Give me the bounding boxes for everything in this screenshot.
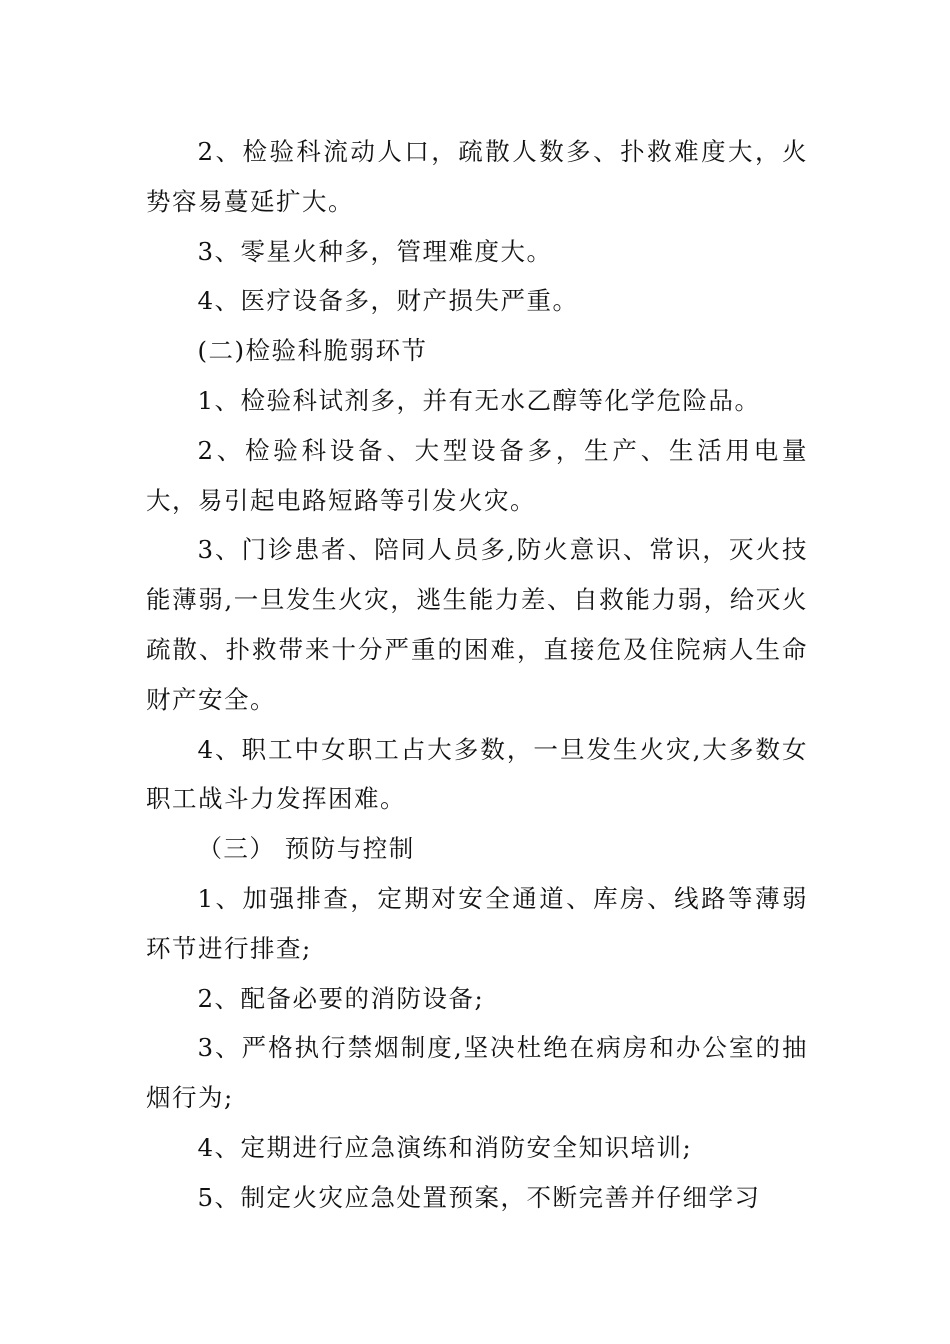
paragraph-prevent-2: 2、配备必要的消防设备; — [197, 983, 485, 1013]
paragraph-weak-4: 4、职工中女职工占大多数，一旦发生火灾,大多数女职工战斗力发挥困难。 — [146, 734, 808, 814]
paragraph-prevent-1: 1、加强排查，定期对安全通道、库房、线路等薄弱环节进行排查; — [146, 883, 808, 963]
paragraph-weak-1: 1、检验科试剂多，并有无水乙醇等化学危险品。 — [197, 385, 761, 415]
paragraph-prevent-5: 5、制定火灾应急处置预案，不断完善并仔细学习 — [197, 1182, 761, 1212]
paragraph-prevent-4: 4、定期进行应急演练和消防安全知识培训; — [197, 1132, 693, 1162]
paragraph-risk-2: 2、检验科流动人口，疏散人数多、扑救难度大，火势容易蔓延扩大。 — [146, 137, 808, 216]
paragraph-weak-3: 3、门诊患者、陪同人员多,防火意识、常识，灭火技能薄弱,一旦发生火灾，逃生能力差、自救能力弱，给灭火疏散、扑救带来十分严重的困难，直接危及住院病人生命财产安全。 — [146, 535, 808, 714]
paragraph-risk-4: 4、医疗设备多，财产损失严重。 — [197, 286, 579, 316]
document-body — [146, 127, 808, 1223]
paragraph-prevent-3: 3、严格执行禁烟制度,坚决杜绝在病房和办公室的抽烟行为; — [146, 1033, 808, 1113]
paragraph-risk-3: 3、零星火种多，管理难度大。 — [197, 236, 553, 266]
paragraph-weak-2: 2、检验科设备、大型设备多，生产、生活用电量大，易引起电路短路等引发火灾。 — [146, 435, 808, 515]
section-heading-3: （三） 预防与控制 — [197, 834, 415, 864]
section-heading-2: (二)检验科脆弱环节 — [197, 336, 428, 366]
